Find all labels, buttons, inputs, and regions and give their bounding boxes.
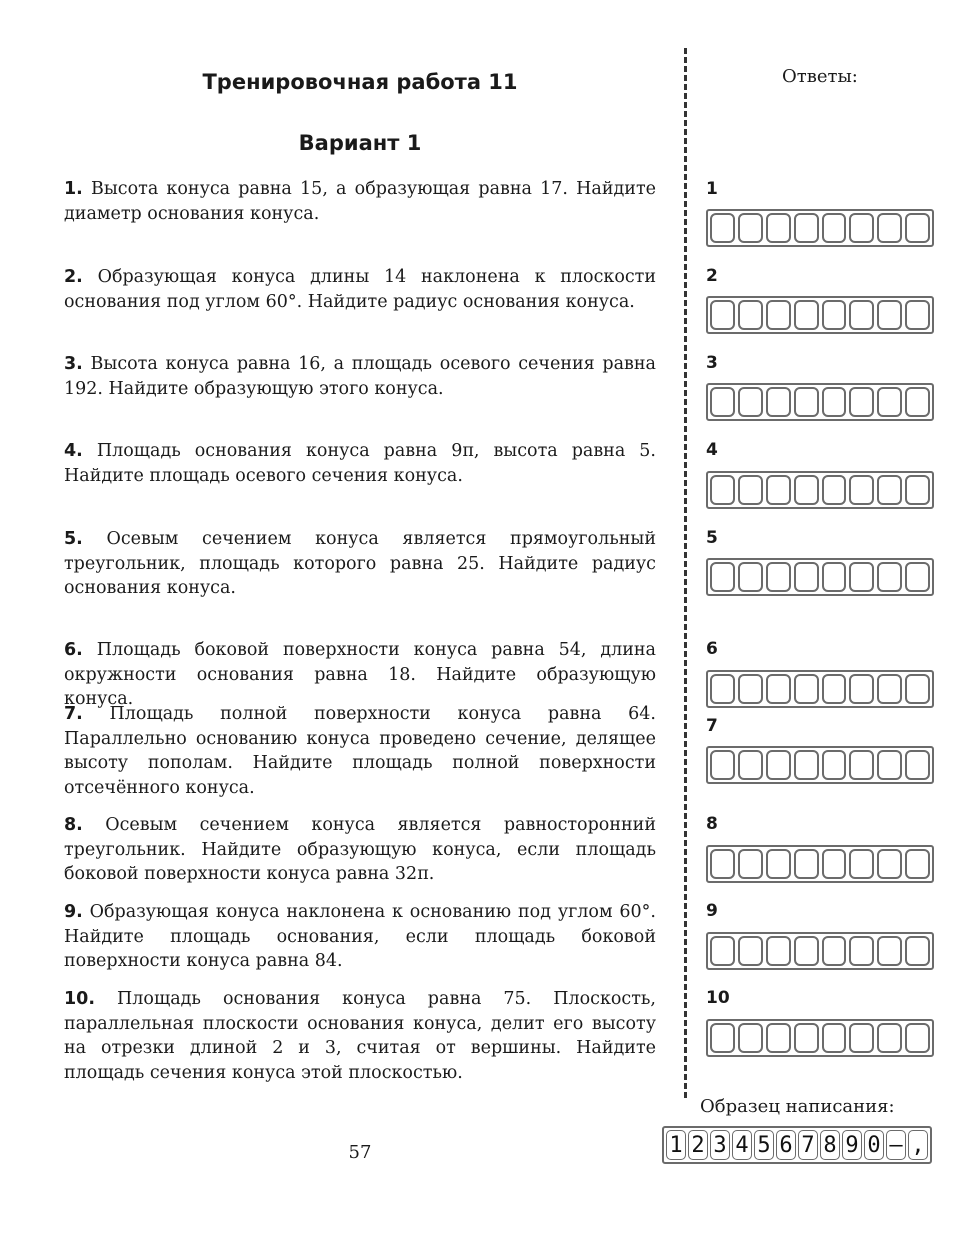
answer-cell[interactable] xyxy=(849,674,874,704)
answer-cell[interactable] xyxy=(877,674,902,704)
problem xyxy=(64,527,656,601)
answer-cell[interactable] xyxy=(849,750,874,780)
answer-cell[interactable] xyxy=(905,387,930,417)
answer-cell[interactable] xyxy=(738,387,763,417)
answer-cell[interactable] xyxy=(710,936,735,966)
sample-glyph: 5 xyxy=(754,1130,774,1160)
answer-number: 5 xyxy=(706,528,718,548)
answer-cell[interactable] xyxy=(766,674,791,704)
problem-number: 9. xyxy=(64,902,83,922)
answer-cell[interactable] xyxy=(710,674,735,704)
answer-cell[interactable] xyxy=(822,387,847,417)
answer-cell[interactable] xyxy=(877,475,902,505)
problem xyxy=(64,987,656,1085)
sample-glyph: 4 xyxy=(732,1130,752,1160)
answer-box[interactable] xyxy=(706,845,934,883)
sample-glyph: , xyxy=(908,1130,928,1160)
answer-cell[interactable] xyxy=(849,300,874,330)
answer-cell[interactable] xyxy=(905,750,930,780)
answer-cell[interactable] xyxy=(794,475,819,505)
answer-cell[interactable] xyxy=(794,1023,819,1053)
answer-cell[interactable] xyxy=(766,213,791,243)
answer-cell[interactable] xyxy=(766,1023,791,1053)
answer-cell[interactable] xyxy=(905,674,930,704)
answer-number: 10 xyxy=(706,988,730,1008)
answer-cell[interactable] xyxy=(877,213,902,243)
answer-cell[interactable] xyxy=(822,300,847,330)
answer-cell[interactable] xyxy=(905,213,930,243)
answer-cell[interactable] xyxy=(905,1023,930,1053)
answer-cell[interactable] xyxy=(710,849,735,879)
answer-cell[interactable] xyxy=(738,562,763,592)
answer-cell[interactable] xyxy=(710,475,735,505)
answer-box[interactable] xyxy=(706,209,934,247)
problem xyxy=(64,265,656,314)
answer-cell[interactable] xyxy=(849,475,874,505)
problem xyxy=(64,638,656,712)
answer-box[interactable] xyxy=(706,746,934,784)
problem-number: 6. xyxy=(64,640,83,660)
answer-number: 8 xyxy=(706,814,718,834)
answer-cell[interactable] xyxy=(766,750,791,780)
answer-cell[interactable] xyxy=(794,750,819,780)
answer-cell[interactable] xyxy=(794,387,819,417)
sample-writing-box xyxy=(662,1126,932,1164)
answer-number: 4 xyxy=(706,440,718,460)
problem-number: 7. xyxy=(64,704,83,724)
answer-cell[interactable] xyxy=(766,387,791,417)
problem-number: 3. xyxy=(64,354,83,374)
answer-cell[interactable] xyxy=(822,936,847,966)
problem-text: Высота конуса равна 16, а площадь осевого сечения равна 192. Найдите образующую этого конуса. xyxy=(64,354,656,399)
answer-cell[interactable] xyxy=(794,213,819,243)
answer-cell[interactable] xyxy=(905,475,930,505)
answer-cell[interactable] xyxy=(794,300,819,330)
answer-cell[interactable] xyxy=(822,475,847,505)
answer-cell[interactable] xyxy=(849,936,874,966)
problem xyxy=(64,177,656,226)
answer-cell[interactable] xyxy=(877,936,902,966)
sample-glyph: 2 xyxy=(688,1130,708,1160)
problem-text: Высота конуса равна 15, а образующая равна 17. Найдите диаметр основания конуса. xyxy=(64,179,656,224)
problem-text: Площадь основания конуса равна 9π, высота равна 5. Найдите площадь осевого сечения конуса. xyxy=(64,441,656,486)
problem-number: 2. xyxy=(64,267,83,287)
answer-cell[interactable] xyxy=(794,562,819,592)
sample-glyph: 9 xyxy=(842,1130,862,1160)
answer-number: 1 xyxy=(706,179,718,199)
answer-box[interactable] xyxy=(706,471,934,509)
problem xyxy=(64,702,656,800)
answers-label: Ответы: xyxy=(782,66,858,87)
answer-cell[interactable] xyxy=(710,562,735,592)
answer-cell[interactable] xyxy=(738,1023,763,1053)
answer-cell[interactable] xyxy=(766,300,791,330)
cut-line-divider xyxy=(684,48,687,1098)
problem-text: Площадь полной поверхности конуса равна 64. Параллельно основанию конуса проведено сечение, делящее высоту пополам. Найдите площадь полной поверхности отсечённого конуса. xyxy=(64,704,656,798)
answer-cell[interactable] xyxy=(849,562,874,592)
problem xyxy=(64,900,656,974)
problem-text: Площадь основания конуса равна 75. Плоскость, параллельная плоскости основания конуса, делит его высоту на отрезки длиной 2 и 3, считая от вершины. Найдите площадь сечения конуса этой плоскостью. xyxy=(64,989,656,1083)
problem-number: 8. xyxy=(64,815,83,835)
problem xyxy=(64,352,656,401)
answer-number: 3 xyxy=(706,353,718,373)
answer-cell[interactable] xyxy=(738,475,763,505)
problem xyxy=(64,439,656,488)
sample-glyph: 1 xyxy=(666,1130,686,1160)
answer-cell[interactable] xyxy=(710,1023,735,1053)
answer-cell[interactable] xyxy=(738,750,763,780)
answer-cell[interactable] xyxy=(738,936,763,966)
answer-number: 6 xyxy=(706,639,718,659)
problem xyxy=(64,813,656,887)
page-title: Тренировочная работа 11 xyxy=(202,70,518,94)
problem-text: Осевым сечением конуса является прямоугольный треугольник, площадь которого равна 25. Найдите радиус основания конуса. xyxy=(64,529,656,599)
problem-text: Площадь боковой поверхности конуса равна 54, длина окружности основания равна 18. Найдите образующую конуса. xyxy=(64,640,656,710)
answer-cell[interactable] xyxy=(738,849,763,879)
answer-box[interactable] xyxy=(706,558,934,596)
answer-cell[interactable] xyxy=(794,849,819,879)
answer-cell[interactable] xyxy=(710,213,735,243)
answer-cell[interactable] xyxy=(849,849,874,879)
answer-cell[interactable] xyxy=(822,750,847,780)
answer-cell[interactable] xyxy=(822,562,847,592)
problem-text: Образующая конуса длины 14 наклонена к плоскости основания под углом 60°. Найдите радиус основания конуса. xyxy=(64,267,656,312)
answer-number: 7 xyxy=(706,716,718,736)
answer-number: 2 xyxy=(706,266,718,286)
answer-cell[interactable] xyxy=(766,475,791,505)
problem-number: 1. xyxy=(64,179,83,199)
answer-cell[interactable] xyxy=(794,674,819,704)
answer-cell[interactable] xyxy=(877,1023,902,1053)
answer-cell[interactable] xyxy=(877,849,902,879)
sample-label: Образец написания: xyxy=(700,1096,895,1117)
sample-glyph: 0 xyxy=(864,1130,884,1160)
sample-glyph: – xyxy=(886,1130,906,1160)
answer-box[interactable] xyxy=(706,1019,934,1057)
problem-number: 5. xyxy=(64,529,83,549)
answer-cell[interactable] xyxy=(877,562,902,592)
answer-cell[interactable] xyxy=(905,300,930,330)
answer-cell[interactable] xyxy=(905,562,930,592)
answer-number: 9 xyxy=(706,901,718,921)
answer-cell[interactable] xyxy=(794,936,819,966)
answer-cell[interactable] xyxy=(849,387,874,417)
answer-cell[interactable] xyxy=(822,674,847,704)
answer-cell[interactable] xyxy=(905,849,930,879)
answer-cell[interactable] xyxy=(738,213,763,243)
answer-cell[interactable] xyxy=(877,300,902,330)
sample-glyph: 7 xyxy=(798,1130,818,1160)
answer-cell[interactable] xyxy=(710,750,735,780)
answer-cell[interactable] xyxy=(766,562,791,592)
sample-glyph: 6 xyxy=(776,1130,796,1160)
problem-text: Образующая конуса наклонена к основанию под углом 60°. Найдите площадь основания, если площадь боковой поверхности конуса равна 84. xyxy=(64,902,656,972)
problem-number: 4. xyxy=(64,441,83,461)
answer-cell[interactable] xyxy=(849,1023,874,1053)
problem-text: Осевым сечением конуса является равносторонний треугольник. Найдите образующую конуса, если площадь боковой поверхности конуса равна 32π. xyxy=(64,815,656,885)
answer-cell[interactable] xyxy=(766,936,791,966)
answer-box[interactable] xyxy=(706,383,934,421)
answer-cell[interactable] xyxy=(738,300,763,330)
problem-number: 10. xyxy=(64,989,96,1009)
answer-box[interactable] xyxy=(706,670,934,708)
answer-cell[interactable] xyxy=(822,849,847,879)
page-number: 57 xyxy=(348,1142,372,1163)
answer-cell[interactable] xyxy=(822,1023,847,1053)
answer-box[interactable] xyxy=(706,932,934,970)
answer-cell[interactable] xyxy=(822,213,847,243)
answer-cell[interactable] xyxy=(766,849,791,879)
answer-cell[interactable] xyxy=(738,674,763,704)
answer-box[interactable] xyxy=(706,296,934,334)
answer-cell[interactable] xyxy=(710,300,735,330)
variant-title: Вариант 1 xyxy=(298,131,422,155)
sample-glyph: 8 xyxy=(820,1130,840,1160)
sample-glyph: 3 xyxy=(710,1130,730,1160)
answer-cell[interactable] xyxy=(849,213,874,243)
answer-cell[interactable] xyxy=(877,387,902,417)
answer-cell[interactable] xyxy=(905,936,930,966)
answer-cell[interactable] xyxy=(710,387,735,417)
answer-cell[interactable] xyxy=(877,750,902,780)
